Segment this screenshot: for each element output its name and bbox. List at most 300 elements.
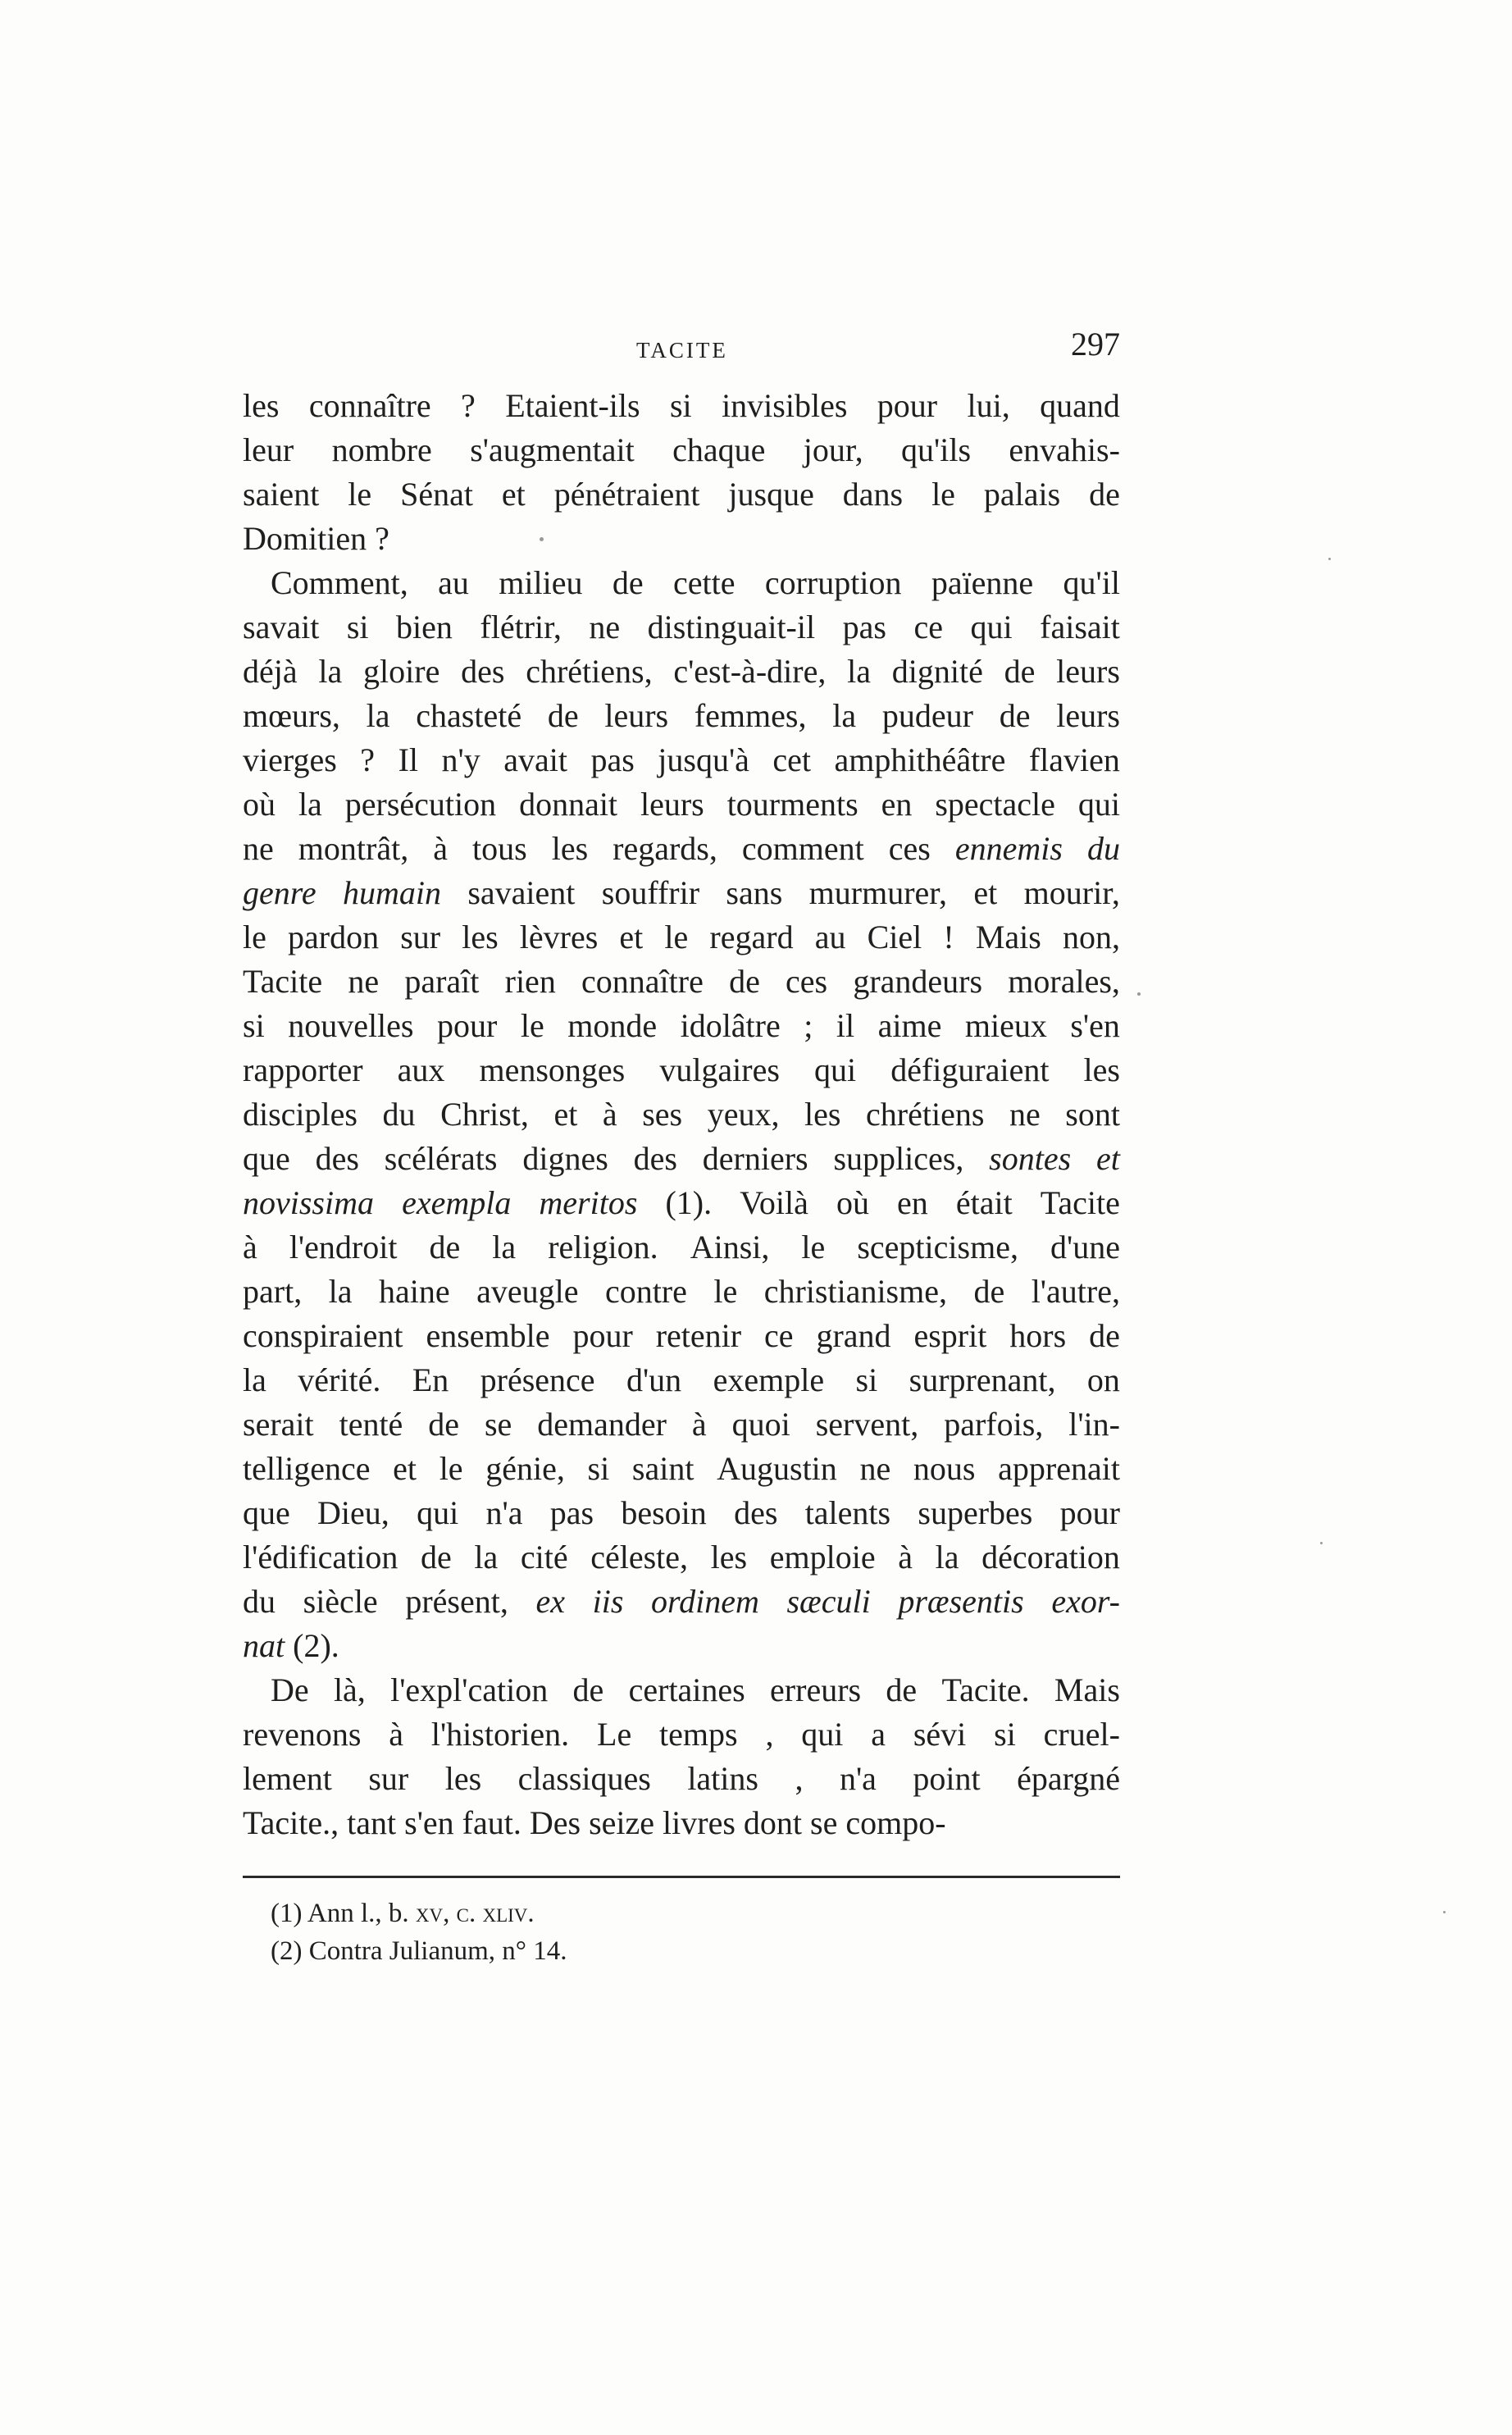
word: retenir bbox=[655, 1317, 742, 1354]
word: le bbox=[520, 1007, 544, 1044]
word: cité bbox=[520, 1539, 568, 1575]
word: quand bbox=[1040, 387, 1120, 424]
word: de bbox=[1089, 1317, 1120, 1354]
word: gloire bbox=[363, 653, 440, 690]
word: chrétiens bbox=[866, 1096, 985, 1133]
word: connaître bbox=[308, 387, 431, 424]
text-line bbox=[243, 1004, 1120, 1048]
word: l'historien. bbox=[430, 1716, 570, 1753]
word: emploie bbox=[769, 1539, 876, 1575]
word: n'y bbox=[441, 741, 480, 778]
text-line bbox=[243, 1491, 1120, 1535]
word: dans bbox=[842, 476, 904, 513]
word: sur bbox=[368, 1760, 409, 1797]
word: vulgaires bbox=[659, 1051, 780, 1088]
word: Voilà bbox=[740, 1184, 808, 1221]
word: si bbox=[855, 1361, 878, 1398]
text-line bbox=[243, 517, 1120, 561]
word: qui bbox=[801, 1716, 844, 1753]
word: vierges bbox=[243, 741, 337, 778]
word: Le bbox=[597, 1716, 632, 1753]
word: de bbox=[729, 963, 760, 1000]
word: à bbox=[898, 1539, 913, 1575]
word: de bbox=[612, 564, 644, 601]
text-line bbox=[243, 472, 1120, 517]
word: ensemble bbox=[426, 1317, 550, 1354]
word: de bbox=[572, 1671, 604, 1708]
word: leurs bbox=[604, 697, 669, 734]
word: nouvelles bbox=[288, 1007, 414, 1044]
word: Domitien bbox=[243, 520, 367, 557]
word: les bbox=[462, 919, 499, 955]
word: il bbox=[836, 1007, 855, 1044]
word: mieux bbox=[964, 1007, 1047, 1044]
word: cruel- bbox=[1043, 1716, 1120, 1753]
word: scélérats bbox=[384, 1140, 498, 1177]
word: pas bbox=[549, 1494, 594, 1531]
text-line bbox=[243, 782, 1120, 827]
word: sur bbox=[400, 919, 441, 955]
word: présence bbox=[480, 1361, 595, 1398]
word: Tacite bbox=[243, 963, 323, 1000]
word: d'un bbox=[626, 1361, 682, 1398]
text-line bbox=[243, 915, 1120, 960]
word: servent, bbox=[815, 1406, 919, 1443]
word: classiques bbox=[517, 1760, 651, 1797]
word: s'augmentait bbox=[470, 431, 635, 468]
word: regards, bbox=[613, 830, 717, 867]
word: sont bbox=[1065, 1096, 1120, 1133]
word: mourir, bbox=[1023, 874, 1120, 911]
word: sans bbox=[726, 874, 783, 911]
word: parfois, bbox=[944, 1406, 1044, 1443]
text-line bbox=[243, 428, 1120, 472]
word: génie, bbox=[485, 1450, 565, 1487]
word: Tacite. bbox=[941, 1671, 1030, 1708]
word: où bbox=[836, 1184, 869, 1221]
word: scepticisme, bbox=[857, 1229, 1018, 1265]
word: ne bbox=[1009, 1096, 1041, 1133]
word: donnait bbox=[519, 786, 618, 823]
word: haine bbox=[379, 1273, 450, 1310]
word: dignité bbox=[891, 653, 983, 690]
word: mensonges bbox=[479, 1051, 626, 1088]
word: sontes bbox=[989, 1140, 1072, 1177]
word: latins bbox=[687, 1760, 758, 1797]
word: les bbox=[710, 1539, 748, 1575]
word: femmes, bbox=[694, 697, 807, 734]
word: le bbox=[439, 1450, 463, 1487]
word: n'a bbox=[485, 1494, 523, 1531]
word: des bbox=[461, 653, 505, 690]
word: disciples bbox=[243, 1096, 358, 1133]
word: Tacite bbox=[1040, 1184, 1120, 1221]
word: décoration bbox=[981, 1539, 1120, 1575]
word: surprenant, bbox=[909, 1361, 1056, 1398]
word: Sénat bbox=[400, 476, 473, 513]
word: le bbox=[801, 1229, 826, 1265]
word: se bbox=[484, 1406, 512, 1443]
word: savait bbox=[243, 609, 320, 645]
word: des bbox=[315, 1140, 359, 1177]
word: lèvres bbox=[519, 919, 599, 955]
word: Il bbox=[398, 741, 418, 778]
word: de bbox=[420, 1539, 452, 1575]
word: ne bbox=[589, 609, 621, 645]
word: exemple bbox=[713, 1361, 825, 1398]
word: spectacle bbox=[935, 786, 1055, 823]
word: souffrir bbox=[601, 874, 700, 911]
word: morales, bbox=[1008, 963, 1120, 1000]
word: de bbox=[999, 697, 1031, 734]
footnote bbox=[271, 1895, 567, 1932]
word: pour bbox=[437, 1007, 498, 1044]
word: lement bbox=[243, 1760, 332, 1797]
word: , bbox=[795, 1760, 804, 1797]
word: milieu bbox=[499, 564, 583, 601]
word: tant bbox=[347, 1804, 397, 1841]
word: jusqu'à bbox=[658, 741, 749, 778]
word: les bbox=[444, 1760, 482, 1797]
footnote-mark: (2) bbox=[271, 1936, 309, 1966]
word: était bbox=[955, 1184, 1013, 1221]
word: les bbox=[1083, 1051, 1120, 1088]
word: pudeur bbox=[881, 697, 973, 734]
word: faut. bbox=[462, 1804, 521, 1841]
footnote-text: Ann l., b. bbox=[307, 1899, 409, 1928]
word: rien bbox=[504, 963, 556, 1000]
word: à bbox=[433, 830, 448, 867]
text-line bbox=[243, 1402, 1120, 1447]
word: distinguait-il bbox=[647, 609, 816, 645]
word: défiguraient bbox=[890, 1051, 1050, 1088]
word: ordinem bbox=[651, 1583, 759, 1620]
word: grand bbox=[816, 1317, 891, 1354]
word: et bbox=[393, 1450, 417, 1487]
word: la bbox=[474, 1539, 499, 1575]
word: genre bbox=[243, 874, 317, 911]
word: sæculi bbox=[786, 1583, 871, 1620]
word: tous bbox=[472, 830, 527, 867]
word: pardon bbox=[288, 919, 380, 955]
word: humain bbox=[342, 874, 441, 911]
word: Tacite., bbox=[243, 1804, 339, 1841]
word: part, bbox=[243, 1273, 303, 1310]
word: là, bbox=[333, 1671, 366, 1708]
word: bien bbox=[396, 609, 453, 645]
text-line bbox=[243, 1137, 1120, 1181]
text-line bbox=[243, 827, 1120, 871]
word: ennemis bbox=[954, 830, 1063, 867]
word: de bbox=[428, 1406, 460, 1443]
page-number: 297 bbox=[1071, 326, 1120, 363]
word: Comment, bbox=[271, 564, 408, 601]
word: au bbox=[814, 919, 846, 955]
word: serait bbox=[243, 1406, 314, 1443]
word: ces bbox=[786, 963, 828, 1000]
word: nat bbox=[243, 1627, 285, 1664]
word: En bbox=[412, 1361, 449, 1398]
word: à bbox=[691, 1406, 707, 1443]
word: nombre bbox=[331, 431, 432, 468]
word: le bbox=[348, 476, 372, 513]
word: à bbox=[602, 1096, 617, 1133]
word: aux bbox=[397, 1051, 445, 1088]
word: cette bbox=[672, 564, 736, 601]
word: où bbox=[243, 786, 276, 823]
word: chrétiens, bbox=[526, 653, 653, 690]
word: épargné bbox=[1017, 1760, 1120, 1797]
word: le bbox=[931, 476, 955, 513]
word: c'est-à-dire, bbox=[673, 653, 827, 690]
word: leurs bbox=[1056, 653, 1120, 690]
word: pour bbox=[1059, 1494, 1120, 1531]
word: le bbox=[713, 1273, 738, 1310]
word: au bbox=[438, 564, 469, 601]
word: ne bbox=[348, 963, 380, 1000]
word: livres bbox=[663, 1804, 736, 1841]
word: la bbox=[243, 1361, 266, 1398]
word: , bbox=[765, 1716, 774, 1753]
word: l'expl'cation bbox=[390, 1671, 549, 1708]
word: religion. bbox=[548, 1229, 658, 1265]
word: à bbox=[243, 1229, 257, 1265]
word: si bbox=[669, 387, 692, 424]
word: Mais bbox=[1054, 1671, 1120, 1708]
word: christianisme, bbox=[763, 1273, 947, 1310]
word: seize bbox=[589, 1804, 655, 1841]
word: on bbox=[1086, 1361, 1120, 1398]
word: aime bbox=[877, 1007, 942, 1044]
scan-speck bbox=[1443, 1911, 1446, 1913]
word: païenne bbox=[931, 564, 1034, 601]
word: savaient bbox=[467, 874, 576, 911]
word: la bbox=[298, 786, 322, 823]
word: Ciel bbox=[867, 919, 922, 955]
text-line bbox=[243, 694, 1120, 738]
word: siècle bbox=[303, 1583, 378, 1620]
word: et bbox=[619, 919, 644, 955]
word: sévi bbox=[913, 1716, 967, 1753]
word: rapporter bbox=[243, 1051, 363, 1088]
word: Christ, bbox=[440, 1096, 529, 1133]
word: amphithéâtre bbox=[834, 741, 1006, 778]
word: la bbox=[935, 1539, 959, 1575]
word: du bbox=[243, 1583, 276, 1620]
word: derniers bbox=[702, 1140, 808, 1177]
word: idolâtre bbox=[680, 1007, 781, 1044]
word: s'en bbox=[1070, 1007, 1120, 1044]
word: iis bbox=[592, 1583, 624, 1620]
word: ce bbox=[764, 1317, 794, 1354]
word: talents bbox=[804, 1494, 891, 1531]
word: et bbox=[973, 874, 998, 911]
word: tenté bbox=[339, 1406, 403, 1443]
text-line bbox=[243, 1580, 1120, 1624]
text-line bbox=[243, 1225, 1120, 1270]
text-line bbox=[243, 1757, 1120, 1801]
word: cet bbox=[772, 741, 812, 778]
scan-speck bbox=[1328, 558, 1331, 560]
word: Mais bbox=[975, 919, 1041, 955]
word: leur bbox=[243, 431, 294, 468]
word: de bbox=[973, 1273, 1005, 1310]
word: jour, bbox=[803, 431, 863, 468]
running-head bbox=[243, 325, 1120, 374]
word: non, bbox=[1062, 919, 1120, 955]
word: palais bbox=[983, 476, 1061, 513]
word: connaître bbox=[581, 963, 704, 1000]
word: la bbox=[832, 697, 857, 734]
word: contre bbox=[604, 1273, 687, 1310]
word: ; bbox=[804, 1007, 813, 1044]
text-line bbox=[243, 1270, 1120, 1314]
word: du bbox=[1086, 830, 1120, 867]
word: tourments bbox=[726, 786, 858, 823]
word: exempla bbox=[402, 1184, 512, 1221]
word: monde bbox=[567, 1007, 658, 1044]
body-text bbox=[243, 384, 1120, 1845]
word: persécution bbox=[344, 786, 497, 823]
word: hors bbox=[1009, 1317, 1067, 1354]
word: point bbox=[913, 1760, 981, 1797]
word: temps bbox=[659, 1716, 738, 1753]
text-line bbox=[243, 1801, 1120, 1845]
word: de bbox=[429, 1229, 461, 1265]
word: en bbox=[897, 1184, 928, 1221]
word: de bbox=[1004, 653, 1036, 690]
word: dignes bbox=[522, 1140, 608, 1177]
text-line bbox=[243, 650, 1120, 694]
word: qu'ils bbox=[901, 431, 972, 468]
footnote bbox=[271, 1932, 567, 1970]
word: Augustin bbox=[717, 1450, 837, 1487]
text-line bbox=[243, 1314, 1120, 1358]
word: montrât, bbox=[298, 830, 409, 867]
text-line bbox=[243, 1624, 1120, 1668]
word: supplices, bbox=[833, 1140, 964, 1177]
word: se bbox=[810, 1804, 838, 1841]
word: De bbox=[271, 1671, 309, 1708]
word: et bbox=[1096, 1140, 1120, 1177]
word: saient bbox=[243, 476, 320, 513]
word: esprit bbox=[913, 1317, 987, 1354]
word: revenons bbox=[243, 1716, 362, 1753]
word: mœurs, bbox=[243, 697, 340, 734]
word: Des bbox=[529, 1804, 581, 1841]
word: qui bbox=[1077, 786, 1120, 823]
word: aveugle bbox=[476, 1273, 579, 1310]
word: le bbox=[243, 919, 266, 955]
word: des bbox=[633, 1140, 677, 1177]
word: leurs bbox=[640, 786, 704, 823]
text-line bbox=[243, 1447, 1120, 1491]
word: leurs bbox=[1056, 697, 1120, 734]
text-line bbox=[243, 871, 1120, 915]
word: et bbox=[501, 476, 526, 513]
text-line bbox=[243, 1048, 1120, 1092]
word: à bbox=[389, 1716, 404, 1753]
word: ne bbox=[859, 1450, 891, 1487]
word: que bbox=[243, 1494, 290, 1531]
word: compo- bbox=[845, 1804, 946, 1841]
word: faisait bbox=[1040, 609, 1120, 645]
word: ces bbox=[888, 830, 931, 867]
word: chasteté bbox=[416, 697, 522, 734]
word: qu'il bbox=[1063, 564, 1120, 601]
word: pas bbox=[842, 609, 886, 645]
word: demander bbox=[537, 1406, 667, 1443]
word: ! bbox=[943, 919, 954, 955]
word: conspiraient bbox=[243, 1317, 403, 1354]
word: les bbox=[243, 387, 280, 424]
text-line bbox=[243, 1668, 1120, 1712]
word: qui bbox=[814, 1051, 857, 1088]
word: saint bbox=[631, 1450, 695, 1487]
word: ? bbox=[360, 741, 376, 778]
text-line bbox=[243, 1092, 1120, 1137]
word: déjà bbox=[243, 653, 298, 690]
word: comment bbox=[741, 830, 864, 867]
word: de bbox=[547, 697, 579, 734]
word: envahis- bbox=[1009, 431, 1120, 468]
text-line bbox=[243, 384, 1120, 428]
word: besoin bbox=[621, 1494, 707, 1531]
word: novissima bbox=[243, 1184, 374, 1221]
word: (1). bbox=[665, 1184, 713, 1221]
word: que bbox=[243, 1140, 290, 1177]
text-line bbox=[243, 960, 1120, 1004]
word: jusque bbox=[728, 476, 814, 513]
word: grandeurs bbox=[853, 963, 983, 1000]
word: l'autre, bbox=[1031, 1273, 1120, 1310]
scan-speck bbox=[1137, 992, 1141, 996]
word: chaque bbox=[672, 431, 766, 468]
word: s'en bbox=[404, 1804, 454, 1841]
word: les bbox=[551, 830, 589, 867]
footnotes bbox=[271, 1895, 567, 1970]
word: præsentis bbox=[898, 1583, 1024, 1620]
word: d'une bbox=[1050, 1229, 1120, 1265]
word: ses bbox=[642, 1096, 683, 1133]
word: lui, bbox=[967, 387, 1010, 424]
footnote-reference: xv, c. xliv. bbox=[408, 1899, 535, 1928]
word: apprenait bbox=[998, 1450, 1120, 1487]
word: erreurs bbox=[770, 1671, 862, 1708]
word: exor- bbox=[1051, 1583, 1120, 1620]
text-line bbox=[243, 605, 1120, 650]
word: ne bbox=[243, 830, 274, 867]
word: la bbox=[847, 653, 871, 690]
word: pénétraient bbox=[553, 476, 700, 513]
word: des bbox=[734, 1494, 778, 1531]
text-line bbox=[243, 738, 1120, 782]
text-line bbox=[243, 1358, 1120, 1402]
word: du bbox=[382, 1096, 416, 1133]
text-line bbox=[243, 561, 1120, 605]
word: si bbox=[346, 609, 369, 645]
text-line bbox=[243, 1181, 1120, 1225]
text-line bbox=[243, 1535, 1120, 1580]
word: si bbox=[994, 1716, 1016, 1753]
word: paraît bbox=[404, 963, 480, 1000]
word: flavien bbox=[1028, 741, 1120, 778]
word: invisibles bbox=[722, 387, 848, 424]
word: dont bbox=[743, 1804, 803, 1841]
word: qui bbox=[417, 1494, 459, 1531]
word: si bbox=[587, 1450, 610, 1487]
word: murmurer, bbox=[808, 874, 948, 911]
